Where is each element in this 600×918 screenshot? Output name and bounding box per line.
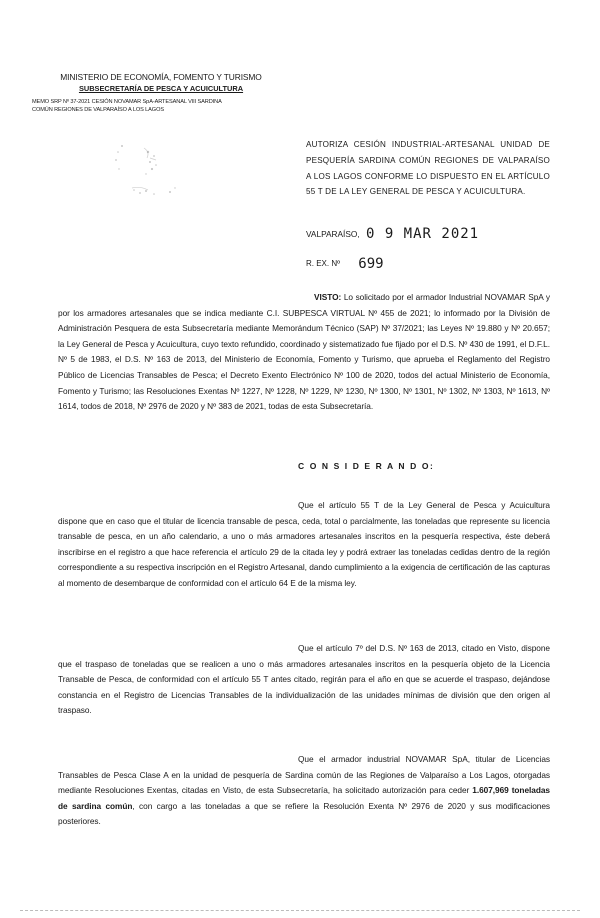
resolution-title: AUTORIZA CESIÓN INDUSTRIAL-ARTESANAL UNIDAD DE PESQUERÍA SARDINA COMÚN REGIONES DE VALPARAÍSO A LOS LAGOS CONFORME LO DISPUESTO EN EL ARTÍCULO 55 T DE LA LEY GENERAL DE PESCA Y ACUICULTURA. bbox=[306, 140, 550, 197]
memo-line-2: COMÚN REGIONES DE VALPARAÍSO A LOS LAGOS bbox=[32, 107, 164, 113]
considerando-p3-text-a: Que el armador industrial NOVAMAR SpA, titular de Licencias Transables de Pesca Clase A en la unidad de pesquería de Sardina común de las Regiones de Valparaíso a Los Lagos, otorgadas mediante Resoluciones Exentas, citadas en Visto, de esta Subsecretaría, ha solicitado autorización para ceder bbox=[58, 754, 550, 796]
faded-stamp-icon bbox=[110, 138, 182, 206]
date-line bbox=[306, 226, 479, 242]
date-value: 0 9 MAR 2021 bbox=[365, 226, 480, 242]
considerando-p2-text: Que el artículo 7º del D.S. Nº 163 de 2013, citado en Visto, dispone que el traspaso de toneladas que se realicen a uno o más armadores artesanales inscritos en la pesquería objeto de la Licencia Transable de Pesca, de conformidad con el artículo 55 T antes citado, regirán para el año en que se acuerde el traspaso, dejándose constancia en el Registro de Licencias Transables de la individualización de las unidades mínimas de división que den origen al traspaso. bbox=[58, 643, 550, 716]
subsecretaria-header: SUBSECRETARÍA DE PESCA Y ACUICULTURA bbox=[78, 84, 244, 93]
considerando-paragraph-3 bbox=[58, 752, 550, 830]
considerando-p3-bold: 1.607,969 toneladas de sardina común bbox=[58, 785, 550, 811]
memo-line-1: MEMO SRP Nº 37-2021 CESIÓN NOVAMAR SpA-ARTESANAL VIII SARDINA bbox=[32, 99, 222, 105]
resolution-number-line bbox=[306, 256, 384, 272]
visto-label: VISTO: bbox=[314, 292, 342, 302]
visto-paragraph bbox=[58, 290, 550, 415]
resolution-label: R. EX. Nº bbox=[306, 259, 341, 268]
memo-reference bbox=[32, 98, 322, 114]
page-bottom-divider bbox=[20, 910, 580, 912]
visto-text: Lo solicitado por el armador Industrial NOVAMAR SpA y por los armadores artesanales que se indica mediante C.I. SUBPESCA VIRTUAL Nº 455 de 2021; lo informado por la División de Administración Pesquera de esta Subsecretaría mediante Memorándum Técnico (SAP) Nº 37/2021; las Leyes Nº 19.880 y Nº 20.657; la Ley General de Pesca y Acuicultura, cuyo texto refundido, coordinado y sistematizado fue fijado por el D.S. Nº 430 de 1991, el D.F.L. Nº 5 de 1983, el D.S. Nº 163 de 2013, del Ministerio de Economía, Fomento y Turismo, que aprueba el Reglamento del Registro Público de Licencias Transables de Pesca; el Decreto Exento Electrónico Nº 100 de 2020, todos del actual Ministerio de Economía, Fomento y Turismo; las Resoluciones Exentas Nº 1227, Nº 1228, Nº 1229, Nº 1230, Nº 1300, Nº 1301, Nº 1302, Nº 1303, Nº 1613, Nº 1614, todos de 2018, Nº 2976 de 2020 y Nº 383 de 2021, todas de esta Subsecretaría. bbox=[58, 292, 550, 412]
considerando-p3-text-b: , con cargo a las toneladas a que se refiere la Resolución Exenta Nº 2976 de 2020 y sus modificaciones posteriores. bbox=[58, 800, 551, 827]
date-place: VALPARAÍSO, bbox=[306, 229, 360, 239]
considerando-paragraph-1 bbox=[58, 498, 550, 592]
considerando-p1-text: Que el artículo 55 T de la Ley General de Pesca y Acuicultura dispone que en caso que el titular de licencia transable de pesca, ceda, total o parcialmente, las toneladas que represente su licencia transable de pesca, en un año calendario, a uno o más armadores artesanales inscritos en la pesquería respectiva, éste deberá inscribirse en el registro a que hace referencia el artículo 29 de la citada ley y podrá extraer las toneladas cedidas dentro de la región correspondiente a su respectiva inscripción en el Registro Artesanal, dando cumplimiento a la exigencia de certificación de las capturas al momento de desembarque de conformidad con el artículo 64 E de la misma ley. bbox=[58, 500, 550, 588]
ministry-header: MINISTERIO DE ECONOMÍA, FOMENTO Y TURISMO bbox=[60, 72, 262, 82]
considerando-heading: C O N S I D E R A N D O: bbox=[298, 461, 435, 471]
considerando-paragraph-2 bbox=[58, 641, 550, 719]
resolution-number: 699 bbox=[358, 256, 384, 272]
